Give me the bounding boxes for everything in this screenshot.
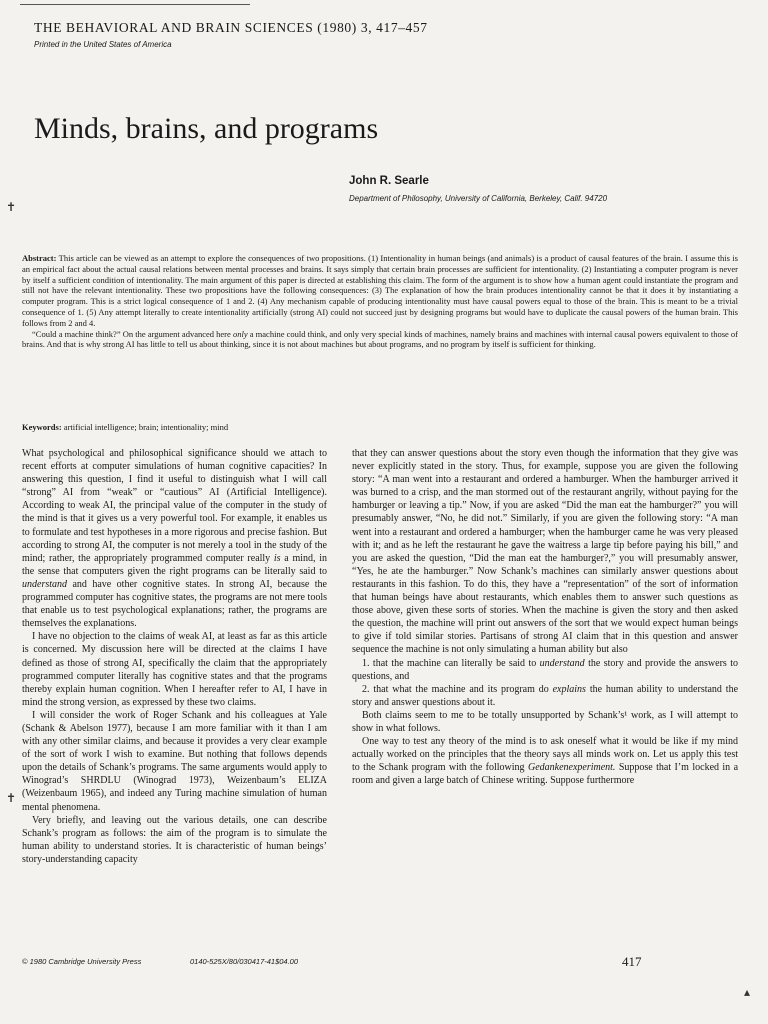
- footer-code: 0140-525X/80/030417-41$04.00: [190, 957, 299, 966]
- printed-note: Printed in the United States of America: [34, 40, 172, 49]
- author-affiliation: Department of Philosophy, University of California, Berkeley, Calif. 94720: [349, 194, 608, 203]
- body-text: and have other cognitive states. In strong AI, because the programmed computer has cognitive states, the programs are not mere tools that enable us to test psychological explanations; rather, the programs are themselves the explanations.: [22, 578, 328, 630]
- body-paragraph: [352, 735, 738, 787]
- abstract-text-2b: a machine could think, and only very special kinds of machines, namely brains and machines with internal causal powers equivalent to those of brains. And that is why strong AI has little to tell us about thinking, since it is not about machines but about programs, and no program by itself is sufficient for thinking.: [22, 328, 739, 350]
- abstract-label: Abstract:: [22, 253, 57, 263]
- body-emphasis: Gedankenexperiment.: [527, 762, 616, 774]
- keywords: [22, 422, 228, 432]
- body-text: What psychological and philosophical significance should we attach to recent efforts at computer simulations of human cognitive capacities? In answering this question, I find it useful to distinguish what I will call “strong” AI from “weak” or “cautious” AI (Artificial Intelligence). According to weak AI, the principal value of the computer in the study of the mind is that it gives us a very powerful tool. For example, it enables us to formulate and test hypotheses in a more rigorous and precise fashion. But according to strong AI, the computer is not merely a tool in the study of the mind; rather, the appropriately programmed computer really: [22, 448, 327, 564]
- body-paragraph: that they can answer questions about the story even though the information that they give was never explicitly stated in the story. Thus, for example, suppose you are given the following story: “A man went into a restaurant and ordered a hamburger. When the hamburger arrived it was burned to a crisp, and the man stormed out of the restaurant angrily, without paying for the hamburger or leaving a tip.” Now, if you are asked “Did the man eat the hamburger?” you will presumably answer, “No, he did not.” Similarly, if you are given the following story: “A man went into a restaurant and ordered a hamburger; when the hamburger came he was very pleased with it; and as he left the restaurant he gave the waitress a large tip before paying his bill,” and you are asked the question, “Did the man eat the hamburger?,” you will presumably answer, “Yes, he ate the hamburger.” Now Schank’s machines can similarly answer questions about restaurants in this fashion. To do this, they have a “representation” of the sort of information that human beings have about restaurants, which enables them to answer such questions as those above, given these sorts of stories. When the machine is given the story and then asked the question, the machine will print out answers of the sort that we would expect human beings to give if told similar stories. Partisans of strong AI claim that in this question and answer sequence the machine is not only simulating a human ability but also: [352, 448, 738, 656]
- body-emphasis: understand: [22, 578, 67, 590]
- body-text: 1. that the machine can literally be said to: [362, 657, 537, 669]
- abstract-paragraph-2: [22, 329, 738, 351]
- keywords-text: artificial intelligence; brain; intentionality; mind: [63, 422, 229, 432]
- body-text: the human ability to understand the story and answer questions about it.: [352, 683, 739, 708]
- body-text: Suppose that I’m locked in a room and given a large batch of Chinese writing. Suppose furthermore: [352, 762, 739, 787]
- abstract-emphasis: only: [232, 328, 248, 339]
- article-title: Minds, brains, and programs: [34, 112, 379, 145]
- body-paragraph: I will consider the work of Roger Schank and his colleagues at Yale (Schank & Abelson 1977), because I am more familiar with it than I am with any other similar claims, and because it provides a very clear example of the sort of work I wish to examine. But nothing that follows depends upon the details of Schank’s programs. The same arguments would apply to Winograd’s SHRDLU (Winograd 1973), Weizenbaum’s ELIZA (Weizenbaum 1965), and indeed any Turing machine simulation of human mental phenomena.: [22, 709, 327, 813]
- abstract: [22, 253, 738, 350]
- body-emphasis: is: [273, 552, 281, 564]
- claim-item-2: [352, 683, 738, 709]
- body-paragraph: I have no objection to the claims of weak AI, at least as far as this article is concerned. My discussion here will be directed at the claims I have defined as those of strong AI, specifically the claim that the appropriately programmed computer literally has cognitive states and that the programs thereby explain human cognition. When I hereafter refer to AI, I have in mind the strong version, as expressed by these two claims.: [22, 631, 327, 708]
- body-paragraph: [22, 447, 327, 630]
- abstract-text-1: This article can be viewed as an attempt to explore the consequences of two propositions. (1) Intentionality in human beings (and animals) is a product of causal features of the brain. I assume this is an empirical fact about the actual causal relations between mental processes and brains. It says simply that certain brain processes are sufficient for intentionality. (2) Instantiating a computer program is never by itself a sufficient condition of intentionality. The main argument of this paper is directed at establishing this claim. The form of the argument is to show how a human agent could instantiate the program and still not have the relevant intentionality. These two propositions have the following consequences: (3) The explanation of how the brain produces intentionality cannot be that it does it by instantiating a computer program. This is a strict logical consequence of 1 and 2. (4) Any mechanism capable of producing intentionality must have causal powers equal to those of the brain. This is meant to be a trivial consequence of 1. (5) Any attempt literally to create intentionality artificially (strong AI) could not succeed just by designing programs but would have to duplicate the causal powers of the human brain. This follows from 2 and 4.: [22, 253, 738, 328]
- abstract-text-2a: “Could a machine think?” On the argument advanced here: [32, 328, 231, 339]
- journal-header: THE BEHAVIORAL AND BRAIN SCIENCES (1980) 3, 417–457: [34, 20, 428, 35]
- body-text: One way to test any theory of the mind is to ask oneself what it would be like if my mind actually worked on the principles that the theory says all minds work on. Let us apply this test to the Schank program with the following: [352, 736, 738, 774]
- body-paragraph: Very briefly, and leaving out the various details, one can describe Schank’s program as follows: the aim of the program is to simulate the human ability to understand stories. It is characteristic of human beings’ story-understanding capacity: [22, 814, 327, 865]
- body-text: a mind, in the sense that computers given the right programs can be literally said to: [22, 552, 327, 577]
- keywords-label: Keywords:: [22, 422, 62, 432]
- right-column: [352, 447, 738, 787]
- margin-mark-icon: ▴: [744, 985, 751, 999]
- author-name: John R. Searle: [349, 175, 429, 187]
- body-paragraph: Both claims seem to me to be totally unsupported by Schank’s¹ work, as I will attempt to show in what follows.: [352, 709, 738, 734]
- footer-copyright: © 1980 Cambridge University Press: [22, 957, 142, 966]
- margin-mark-icon: ✝: [6, 200, 17, 214]
- body-text: the story and provide the answers to questions, and: [352, 657, 738, 682]
- page-number: 417: [622, 954, 642, 969]
- body-emphasis: explains: [552, 683, 586, 695]
- body-emphasis: understand: [539, 657, 585, 669]
- abstract-paragraph-1: [22, 253, 738, 329]
- margin-mark-icon: ✝: [6, 791, 17, 805]
- header-rule: [20, 4, 250, 5]
- body-text: 2. that what the machine and its program do: [362, 683, 549, 695]
- left-column: [22, 447, 327, 866]
- claim-item-1: [352, 657, 738, 683]
